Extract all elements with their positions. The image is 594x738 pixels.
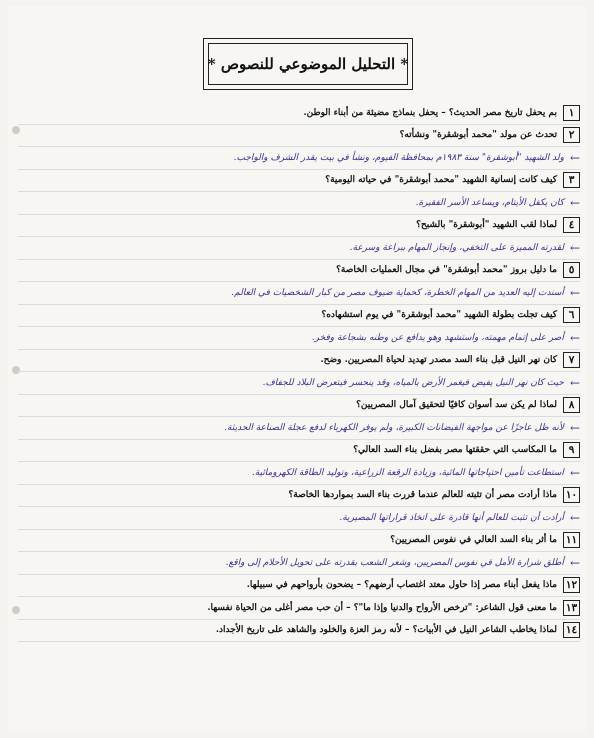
question-line bbox=[18, 260, 580, 283]
question-text: كيف تجلت بطولة الشهيد "محمد أبوشقرة" في يوم استشهاده؟ bbox=[321, 310, 557, 321]
page-title: * التحليل الموضوعي للنصوص * bbox=[208, 43, 408, 85]
answer-text: لقدرته المميزة على التخفي، وإنجاز المهام ببراعة وسرعة. bbox=[349, 242, 564, 253]
question-number: ٧ bbox=[563, 352, 580, 368]
question-number: ٤ bbox=[563, 217, 580, 233]
question-text: ماذا يفعل أبناء مصر إذا حاول معتد اغتصاب أرضهم؟ – يضحون بأرواحهم في سبيلها. bbox=[246, 580, 557, 591]
answer-text: استطاعت تأمين احتياجاتها المائية، وزيادة الرقعة الزراعية، وتوليد الطاقة الكهرومائية. bbox=[251, 467, 564, 478]
question-number: ١٤ bbox=[563, 622, 580, 638]
answer-arrow-icon: ← bbox=[569, 285, 580, 300]
answer-line bbox=[18, 192, 580, 215]
question-line bbox=[18, 575, 580, 598]
question-text: لماذا لم يكن سد أسوان كافيًا لتحقيق آمال المصريين؟ bbox=[356, 400, 557, 411]
question-line bbox=[18, 170, 580, 193]
question-number: ٥ bbox=[563, 262, 580, 278]
question-text: تحدث عن مولد "محمد أبوشقرة" ونشأته؟ bbox=[399, 130, 557, 141]
answer-text: أرادت أن تثبت للعالم أنها قادرة على اتخاذ قراراتها المصيرية. bbox=[339, 512, 564, 523]
question-number: ٢ bbox=[563, 127, 580, 143]
question-number: ٦ bbox=[563, 307, 580, 323]
answer-line bbox=[18, 372, 580, 395]
answer-text: ولد الشهيد "أبوشقرة" سنة ١٩٨٣م بمحافظة الفيوم، ونشأ في بيت يقدر الشرف والواجب. bbox=[233, 152, 564, 163]
title-frame bbox=[203, 38, 413, 90]
answer-arrow-icon: ← bbox=[569, 150, 580, 165]
answer-arrow-icon: ← bbox=[569, 465, 580, 480]
answer-text: أطلق شرارة الأمل في نفوس المصريين، وشعر الشعب بقدرته على تحويل الأحلام إلى واقع. bbox=[225, 557, 564, 568]
question-text: ما المكاسب التي حققتها مصر بفضل بناء السد العالي؟ bbox=[353, 445, 557, 456]
question-line bbox=[18, 102, 580, 125]
answer-text: أسندت إليه العديد من المهام الخطرة، كحماية ضيوف مصر من كبار الشخصيات في العالم. bbox=[231, 287, 564, 298]
answer-text: لأنه ظل عاجزًا عن مواجهة الفيضانات الكبيرة، ولم يوفر الكهرباء لدفع عجلة الصناعة الحديثة. bbox=[224, 422, 564, 433]
answer-text: أصر على إتمام مهمته، واستشهد وهو يدافع عن وطنه بشجاعة وفخر. bbox=[311, 332, 564, 343]
question-text: لماذا يخاطب الشاعر النيل في الأبيات؟ – لأنه رمز العزة والخلود والشاهد على تاريخ الأجداد. bbox=[215, 625, 557, 636]
notebook-page bbox=[8, 6, 586, 732]
question-line bbox=[18, 620, 580, 643]
answer-arrow-icon: ← bbox=[569, 195, 580, 210]
question-line bbox=[18, 215, 580, 238]
question-line bbox=[18, 440, 580, 463]
answer-line bbox=[18, 552, 580, 575]
question-line bbox=[18, 350, 580, 373]
answer-arrow-icon: ← bbox=[569, 330, 580, 345]
question-number: ١٣ bbox=[563, 600, 580, 616]
question-text: كان نهر النيل قبل بناء السد مصدر تهديد لحياة المصريين. وضح. bbox=[320, 355, 557, 366]
answer-arrow-icon: ← bbox=[569, 510, 580, 525]
question-line bbox=[18, 395, 580, 418]
answer-arrow-icon: ← bbox=[569, 240, 580, 255]
answer-line bbox=[18, 147, 580, 170]
question-text: ما أثر بناء السد العالي في نفوس المصريين؟ bbox=[390, 535, 557, 546]
answer-arrow-icon: ← bbox=[569, 420, 580, 435]
answer-arrow-icon: ← bbox=[569, 375, 580, 390]
answer-line bbox=[18, 462, 580, 485]
question-number: ٣ bbox=[563, 172, 580, 188]
answer-text: كان يكفل الأيتام، ويساعد الأسر الفقيرة. bbox=[415, 197, 564, 208]
answer-line bbox=[18, 282, 580, 305]
question-number: ١٠ bbox=[563, 487, 580, 503]
question-line bbox=[18, 530, 580, 553]
question-number: ٩ bbox=[563, 442, 580, 458]
question-text: كيف كانت إنسانية الشهيد "محمد أبوشقرة" في حياته اليومية؟ bbox=[325, 175, 557, 186]
question-text: لماذا لقب الشهيد "أبوشقرة" بالشبح؟ bbox=[416, 220, 557, 231]
question-line bbox=[18, 125, 580, 148]
question-text: بم يحفل تاريخ مصر الحديث؟ – يحفل بنماذج مضيئة من أبناء الوطن. bbox=[303, 107, 557, 118]
question-number: ٨ bbox=[563, 397, 580, 413]
question-number: ١١ bbox=[563, 532, 580, 548]
question-line bbox=[18, 597, 580, 620]
answer-line bbox=[18, 237, 580, 260]
qa-list bbox=[18, 102, 580, 642]
question-text: ما معنى قول الشاعر: "ترخص الأرواح والدنيا وإذا ما"؟ – أن حب مصر أغلى من الحياة نفسها. bbox=[207, 602, 557, 613]
question-number: ١٢ bbox=[563, 577, 580, 593]
answer-arrow-icon: ← bbox=[569, 555, 580, 570]
question-text: ماذا أرادت مصر أن تثبته للعالم عندما قررت بناء السد بمواردها الخاصة؟ bbox=[288, 490, 557, 501]
answer-line bbox=[18, 507, 580, 530]
answer-text: حيث كان نهر النيل يفيض فيغمر الأرض بالمياه، وقد ينحسر فيتعرض البلاد للجفاف. bbox=[262, 377, 564, 388]
question-line bbox=[18, 485, 580, 508]
question-line bbox=[18, 305, 580, 328]
question-number: ١ bbox=[563, 105, 580, 121]
answer-line bbox=[18, 417, 580, 440]
question-text: ما دليل بروز "محمد أبوشقرة" في مجال العمليات الخاصة؟ bbox=[336, 265, 557, 276]
answer-line bbox=[18, 327, 580, 350]
